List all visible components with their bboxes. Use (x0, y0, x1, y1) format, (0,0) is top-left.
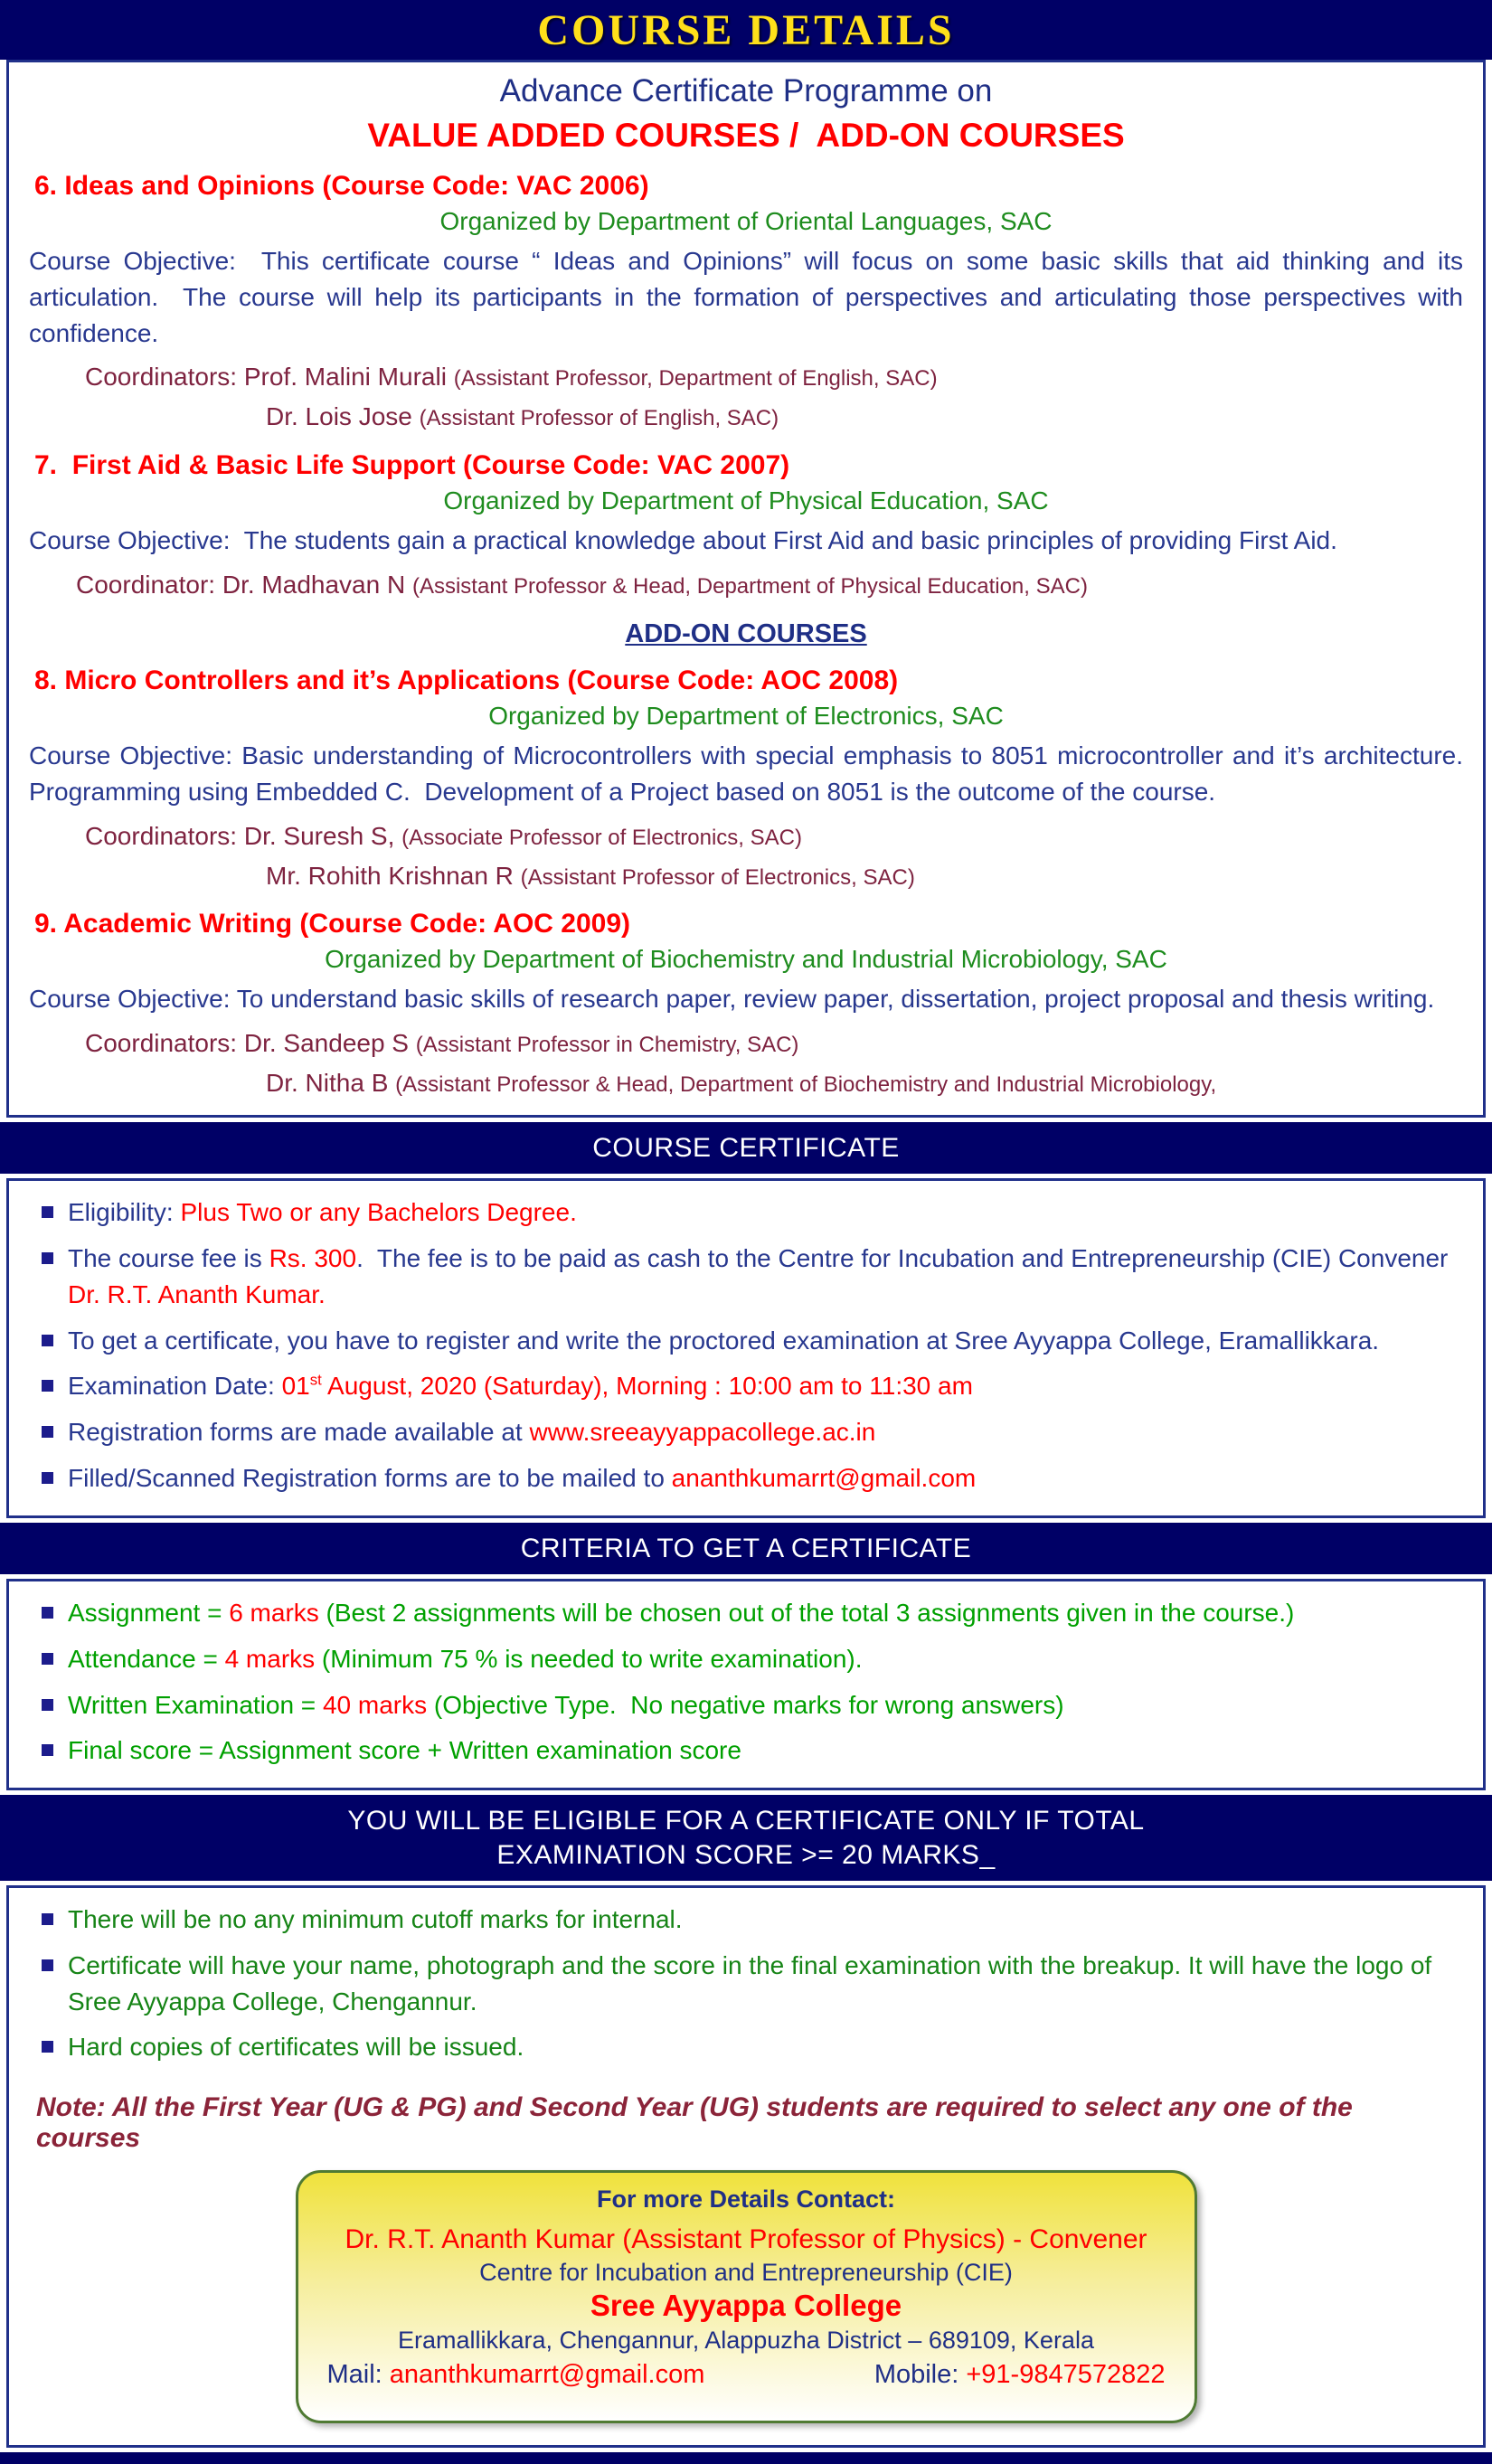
contact-convener: Dr. R.T. Ananth Kumar (Assistant Professor of Physics) - Convener (345, 2224, 1147, 2255)
course-section-6 (29, 171, 1470, 434)
course-section-7 (29, 450, 1463, 602)
contact-centre: Centre for Incubation and Entrepreneurship (CIE) (479, 2259, 1013, 2287)
section-band-course-certificate (0, 1122, 1492, 1175)
bullet-item: Examination Date: 01st August, 2020 (Saturday), Morning : 10:00 am to 11:30 am (29, 1368, 1463, 1404)
email-link[interactable]: ananthkumarrt@gmail.com (671, 1463, 977, 1492)
contact-mail (327, 2360, 705, 2390)
bullet-item: The course fee is Rs. 300. The fee is to be paid as cash to the Centre for Incubation and Entrepreneurship (CIE) Convener Dr. R.T. Ananth Kumar. (29, 1241, 1463, 1313)
course-heading-9: 9. Academic Writing (Course Code: AOC 2009) (34, 909, 631, 939)
bullet-square-icon (42, 1959, 53, 1971)
coordinator-line: Coordinators: Dr. Suresh S, (Associate Professor of Electronics, SAC) (85, 821, 802, 850)
coordinator-line: Mr. Rohith Krishnan R (Assistant Professor of Electronics, SAC) (266, 861, 915, 890)
course-section-8 (29, 666, 1478, 892)
coordinator-line: Coordinators: Prof. Malini Murali (Assistant Professor, Department of English, SAC) (85, 363, 938, 392)
bullet-square-icon (42, 1426, 53, 1438)
bullet-item: Assignment = 6 marks (Best 2 assignments will be chosen out of the total 3 assignments given in the course.) (29, 1595, 1463, 1631)
bullet-square-icon (42, 1744, 53, 1756)
contact-box (296, 2170, 1197, 2423)
coordinator-line: Dr. Lois Jose (Assistant Professor of English, SAC) (266, 402, 779, 431)
bullet-item: There will be no any minimum cutoff marks for internal. (29, 1902, 1463, 1938)
course-section-9 (29, 909, 1463, 1100)
programme-line: Advance Certificate Programme on (499, 73, 993, 109)
bullet-item: Filled/Scanned Registration forms are to be mailed to ananthkumarrt@gmail.com (29, 1460, 1463, 1496)
bullet-square-icon (42, 1206, 53, 1218)
bullet-square-icon (42, 1472, 53, 1484)
page-header (0, 0, 1492, 60)
section-band-eligibility (0, 1795, 1492, 1881)
bullet-square-icon (42, 1380, 53, 1392)
course-organized-6: Organized by Department of Oriental Languages, SAC (439, 207, 1053, 235)
bullet-item: Certificate will have your name, photograph and the score in the final examination with the breakup. It will have the logo of Sree Ayyappa College, Chengannur. (29, 1948, 1463, 2020)
bullet-square-icon (42, 2041, 53, 2053)
course-organized-9: Organized by Department of Biochemistry and Industrial Microbiology, SAC (325, 945, 1167, 974)
course-heading-6: 6. Ideas and Opinions (Course Code: VAC 2006) (34, 171, 649, 201)
band-title: COURSE CERTIFICATE (592, 1132, 900, 1163)
website-link[interactable]: www.sreeayyappacollege.ac.in (529, 1418, 876, 1447)
coordinator-line: Coordinators: Dr. Sandeep S (Assistant Professor in Chemistry, SAC) (85, 1029, 799, 1058)
course-organized-8: Organized by Department of Electronics, SAC (488, 702, 1004, 731)
course-certificate-panel (6, 1178, 1486, 1517)
band-title-line2: EXAMINATION SCORE >= 20 MARKS_ (496, 1839, 996, 1870)
bullet-square-icon (42, 1335, 53, 1346)
mail-label: Mail: (326, 2360, 390, 2390)
bullet-item: Written Examination = 40 marks (Objective Type. No negative marks for wrong answers) (29, 1687, 1463, 1723)
band-title-line1: YOU WILL BE ELIGIBLE FOR A CERTIFICATE ONLY IF TOTAL (347, 1806, 1145, 1836)
contact-address: Eramallikkara, Chengannur, Alappuzha District – 689109, Kerala (398, 2327, 1094, 2355)
bullet-square-icon (42, 1607, 53, 1619)
bullet-item: Attendance = 4 marks (Minimum 75 % is needed to write examination). (29, 1641, 1463, 1677)
section-band-criteria (0, 1523, 1492, 1575)
band-title: CRITERIA TO GET A CERTIFICATE (520, 1533, 972, 1563)
course-objective-7: Course Objective: The students gain a practical knowledge about First Aid and basic principles of providing First Aid. (29, 525, 1337, 554)
contact-email[interactable]: ananthkumarrt@gmail.com (389, 2360, 705, 2390)
course-organized-7: Organized by Department of Physical Education, SAC (443, 486, 1049, 515)
bullet-square-icon (42, 1252, 53, 1264)
contact-college-name: Sree Ayyappa College (590, 2289, 902, 2323)
criteria-panel (6, 1579, 1486, 1790)
final-notes-panel (6, 1885, 1486, 2448)
contact-mobile (874, 2360, 1166, 2390)
course-objective-9: Course Objective: To understand basic skills of research paper, review paper, dissertation, project proposal and thesis writing. (29, 985, 1435, 1014)
courses-panel (6, 60, 1486, 1118)
course-objective-6: Course Objective: This certificate course “ Ideas and Opinions” will focus on some basic skills that aid thinking and its articulation. The course will help its participants in the formation of perspectives and articulating those perspectives with confidence. (29, 247, 1470, 347)
course-heading-7: 7. First Aid & Basic Life Support (Course Code: VAC 2007) (34, 449, 790, 480)
coordinator-line: Dr. Nitha B (Assistant Professor & Head, Department of Biochemistry and Industrial Microbiology, (266, 1069, 1217, 1098)
bullet-square-icon (42, 1913, 53, 1925)
course-heading-8: 8. Micro Controllers and it’s Applications (Course Code: AOC 2008) (34, 666, 899, 696)
contact-phone: +91-9847572822 (966, 2360, 1166, 2390)
contact-mail-row (324, 2360, 1169, 2390)
bullet-square-icon (42, 1699, 53, 1711)
bullet-square-icon (42, 1653, 53, 1665)
addon-courses-heading: ADD-ON COURSES (625, 619, 867, 649)
bullet-item: Final score = Assignment score + Written examination score (29, 1732, 1463, 1769)
coordinator-line: Coordinator: Dr. Madhavan N (Assistant Professor & Head, Department of Physical Education, SAC) (76, 570, 1088, 599)
programme-type: VALUE ADDED COURSES / ADD-ON COURSES (367, 117, 1125, 154)
bullet-item: Registration forms are made available at www.sreeayyappacollege.ac.in (29, 1414, 1463, 1450)
mobile-label: Mobile: (873, 2360, 967, 2390)
bottom-divider (0, 2452, 1492, 2464)
page-title: COURSE DETAILS (537, 5, 955, 54)
note-line: Note: All the First Year (UG & PG) and Second Year (UG) students are required to select any one of the courses (36, 2092, 1361, 2154)
course-objective-8: Course Objective: Basic understanding of Microcontrollers with special emphasis to 8051 microcontroller and it’s architecture. Programming using Embedded C. Development of a Project based on 8051 is the outcome of the course. (29, 741, 1478, 807)
bullet-item: Hard copies of certificates will be issued. (29, 2029, 1463, 2065)
bullet-item: Eligibility: Plus Two or any Bachelors Degree. (29, 1194, 1463, 1231)
bullet-item: To get a certificate, you have to register and write the proctored examination at Sree Ayyappa College, Eramallikkara. (29, 1323, 1463, 1359)
contact-heading: For more Details Contact: (596, 2186, 896, 2214)
